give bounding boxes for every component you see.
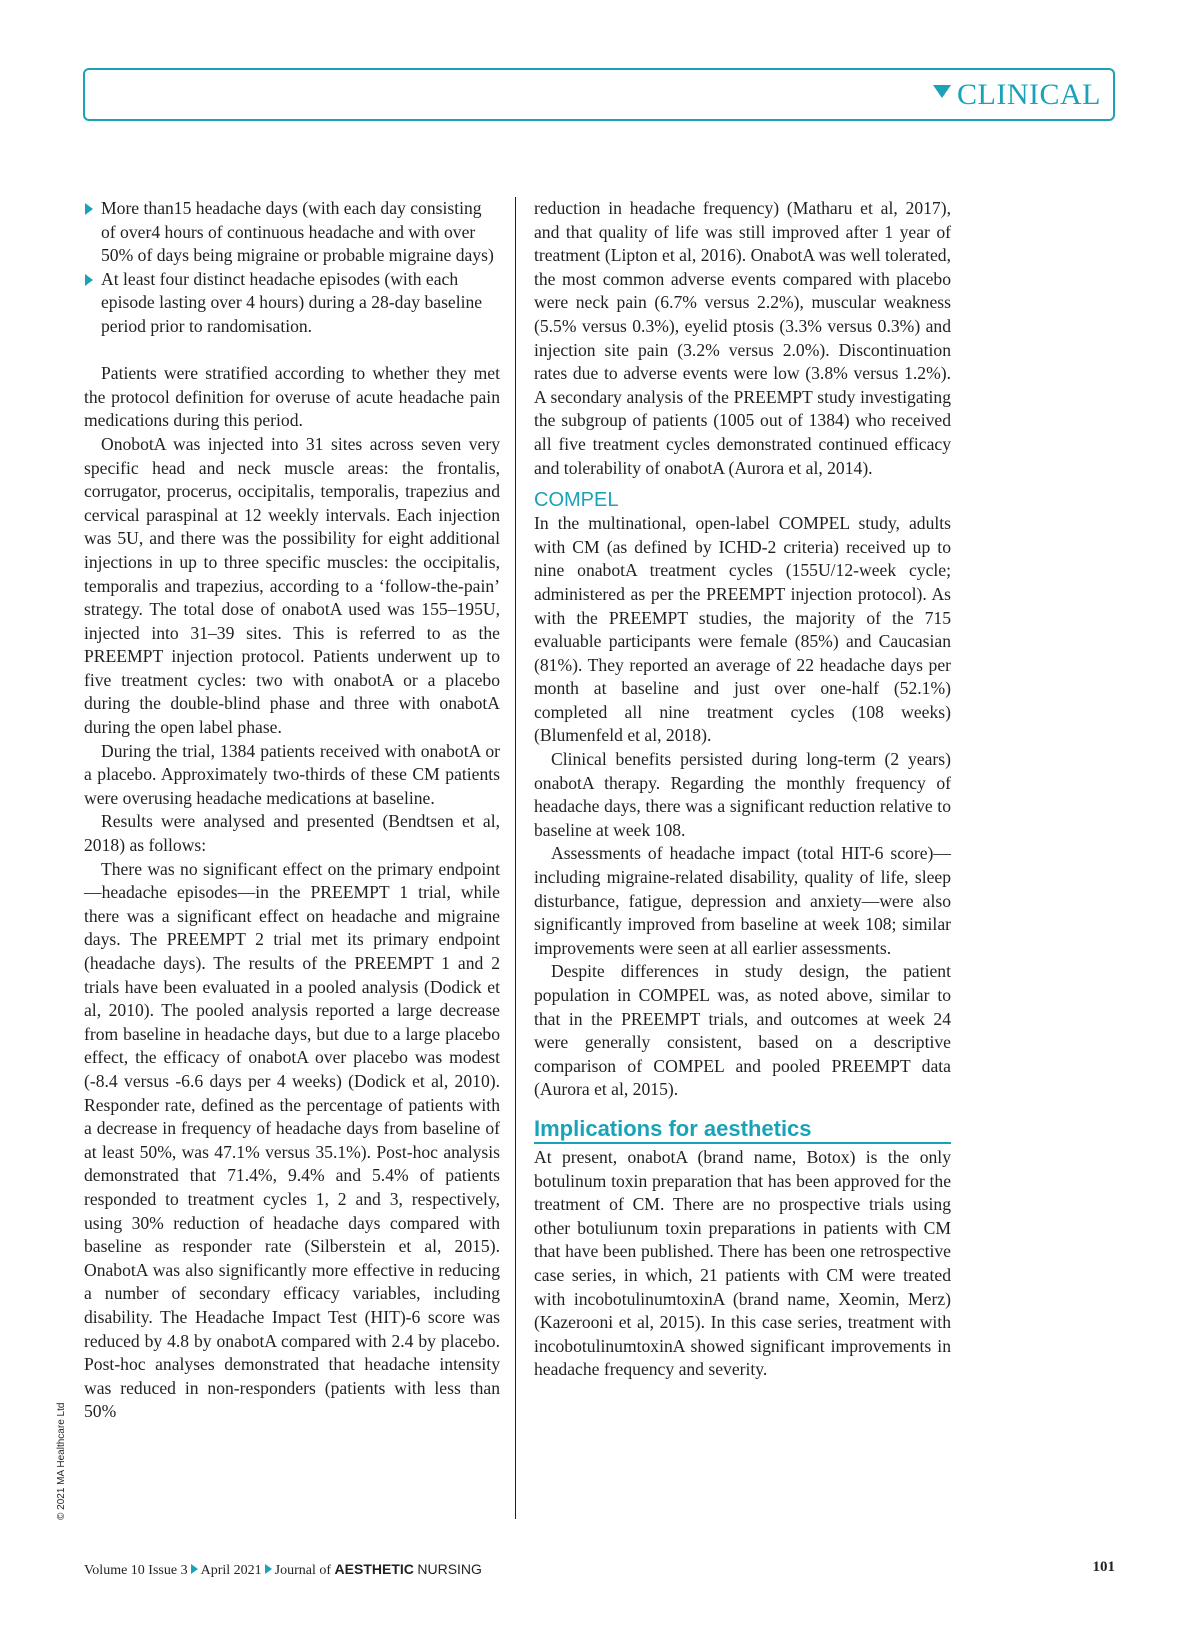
list-item-text: More than15 headache days (with each day consisting of over4 hours of continuous headache and with over 50% of days being migraine or probable migraine days) [101,198,494,266]
bullet-arrow-icon [85,274,93,286]
body-paragraph: Patients were stratified according to whether they met the protocol definition for overuse of acute headache pain medications during this period. [84,363,500,431]
section-label: CLINICAL [957,78,1101,111]
footer-citation [84,1561,482,1579]
section-header-bar [83,68,1115,121]
list-item-text: At least four distinct headache episodes (with each episode lasting over 4 hours) during a 28-day baseline period prior to randomisation. [101,268,483,336]
body-paragraph: Despite differences in study design, the patient population in COMPEL was, as noted above, similar to that in the PREEMPT trials, and outcomes at week 24 were generally consistent, based on a descriptive comparison of COMPEL and pooled PREEMPT data (Aurora et al, 2015). [534,961,951,1100]
body-paragraph: reduction in headache frequency) (Matharu et al, 2017), and that quality of life was still improved after 1 year of treatment (Lipton et al, 2016). OnabotA was well tolerated, the most common adverse events compared with placebo were neck pain (6.7% versus 2.2%), muscular weakness (5.5% versus 0.3%), eyelid ptosis (3.3% versus 0.3%) and injection site pain (3.2% versus 2.0%). Discontinuation rates due to adverse events were low (3.8% versus 1.2%). A secondary analysis of the PREEMPT study investigating the subgroup of patients (1005 out of 1384) who received all five treatment cycles demonstrated continued efficacy and tolerability of onabotA (Aurora et al, 2014). [534,198,951,478]
copyright-notice: © 2021 MA Healthcare Ltd [56,1402,67,1520]
bullet-arrow-icon [85,203,93,215]
page-number: 101 [1092,1559,1115,1575]
body-paragraph: There was no significant effect on the primary endpoint—headache episodes—in the PREEMPT 1 trial, while there was a significant effect on headache and migraine days. The PREEMPT 2 trial met its primary endpoint (headache days). The results of the PREEMPT 1 and 2 trials have been evaluated in a pooled analysis (Dodick et al, 2010). The pooled analysis reported a large decrease from baseline in headache days, but due to a large placebo effect, the efficacy of onabotA over placebo was modest (-8.4 versus -6.6 days per 4 weeks) (Dodick et al, 2010). Responder rate, defined as the percentage of patients with a decrease in frequency of headache days from baseline of at least 50%, was 47.1% versus 35.1%). Post-hoc analysis demonstrated that 71.4%, 9.4% and 5.4% of patients responded to treatment cycles 1, 2 and 3, respectively, using 30% reduction of headache days compared with baseline as responder rate (Silberstein et al, 2015). OnabotA was also significantly more effective in reducing a number of secondary efficacy variables, including disability. The Headache Impact Test (HIT)-6 score was reduced by 4.8 by onabotA compared with 2.4 by placebo. Post-hoc analyses demonstrated that headache intensity was reduced in non-responders (patients with less than 50% [84,858,500,1422]
body-paragraph: Clinical benefits persisted during long-term (2 years) onabotA therapy. Regarding the monthly frequency of headache days, there was a significant reduction relative to baseline at week 108. [534,749,951,840]
triangle-down-icon [933,85,951,98]
column-divider [515,197,516,1519]
footer-journal-suffix: NURSING [417,1561,482,1577]
body-paragraph: At present, onabotA (brand name, Botox) is the only botulinum toxin preparation that has been approved for the treatment of CM. There are no prospective trials using other botuliunum toxin preparations in patients with CM that have been published. There has been one retrospective case series, in which, 21 patients with CM were treated with incobotulinumtoxinA (brand name, Xeomin, Merz) (Kazerooni et al, 2015). In this case series, treatment with incobotulinumtoxinA showed significant improvements in headache frequency and severity. [534,1146,951,1380]
left-column [84,197,500,1424]
list-item [84,268,500,339]
list-item [84,197,500,268]
body-paragraph: During the trial, 1384 patients received with onabotA or a placebo. Approximately two-thirds of these CM patients were overusing headache medications at baseline. [84,740,500,808]
footer-journal-bold: AESTHETIC [334,1561,414,1577]
footer-arrow-icon [265,1564,272,1574]
footer-date: April 2021 [200,1563,262,1578]
footer-arrow-icon [191,1564,198,1574]
right-column [534,197,951,1382]
footer-volume: Volume 10 Issue 3 [84,1563,188,1578]
compel-heading: COMPEL [534,489,619,512]
footer-journal-prefix: Journal of [274,1563,332,1578]
implications-heading: Implications for aesthetics [534,1115,951,1144]
body-paragraph: In the multinational, open-label COMPEL study, adults with CM (as defined by ICHD-2 criteria) received up to nine onabotA treatment cycles (155U/12-week cycle; administered as per the PREEMPT injection protocol). As with the PREEMPT studies, the majority of the 715 evaluable participants were female (85%) and Caucasian (81%). They reported an average of 22 headache days per month at baseline and just over one-half (52.1%) completed all nine treatment cycles (108 weeks) (Blumenfeld et al, 2018). [534,513,951,746]
section-tag [933,78,1101,112]
body-paragraph: Assessments of headache impact (total HIT-6 score)—including migraine-related disability, quality of life, sleep disturbance, fatigue, depression and anxiety—were also significantly improved from baseline at week 108; similar improvements were seen at all earlier assessments. [534,843,951,958]
body-paragraph: OnobotA was injected into 31 sites across seven very specific head and neck muscle areas: the frontalis, corrugator, procerus, occipitalis, temporalis, trapezius and cervical paraspinal at 12 weekly intervals. Each injection was 5U, and there was the possibility for eight additional injections in up to three specific muscles: the occipitalis, temporalis and trapezius, according to a ‘follow-the-pain’ strategy. The total dose of onabotA used was 155–195U, injected into 31–39 sites. This is referred to as the PREEMPT injection protocol. Patients underwent up to five treatment cycles: two with onabotA or a placebo during the double-blind phase and three with onabotA during the open label phase. [84,433,500,738]
criteria-list [84,197,500,339]
body-paragraph: Results were analysed and presented (Bendtsen et al, 2018) as follows: [84,811,500,856]
